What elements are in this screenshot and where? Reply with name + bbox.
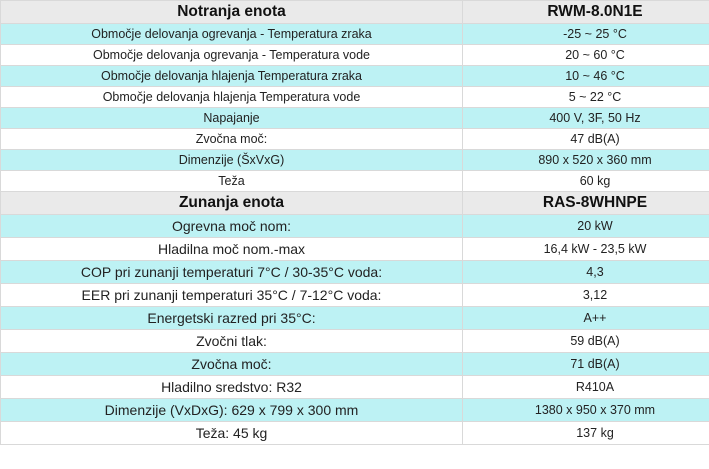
table-row	[1, 261, 709, 284]
row-value: 1380 x 950 x 370 mm	[463, 399, 709, 422]
row-label: Zvočna moč:	[1, 353, 463, 376]
table-row	[1, 422, 709, 445]
row-value: 4,3	[463, 261, 709, 284]
row-value: 47 dB(A)	[463, 129, 709, 150]
row-value: 10 ~ 46 °C	[463, 66, 709, 87]
row-label: Ogrevna moč nom:	[1, 215, 463, 238]
row-label: Dimenzije (ŠxVxG)	[1, 150, 463, 171]
table-row	[1, 150, 709, 171]
row-value: 3,12	[463, 284, 709, 307]
table-row	[1, 307, 709, 330]
row-value: 5 ~ 22 °C	[463, 87, 709, 108]
table-row	[1, 353, 709, 376]
header-value: RWM-8.0N1E	[463, 1, 709, 24]
row-value: 137 kg	[463, 422, 709, 445]
row-label: Hladilno sredstvo: R32	[1, 376, 463, 399]
row-label: COP pri zunanji temperaturi 7°C / 30-35°C voda:	[1, 261, 463, 284]
header-label: Notranja enota	[1, 1, 463, 24]
table-row	[1, 108, 709, 129]
table-row	[1, 376, 709, 399]
table-row	[1, 66, 709, 87]
row-label: Teža: 45 kg	[1, 422, 463, 445]
table-row	[1, 45, 709, 66]
row-label: Območje delovanja ogrevanja - Temperatura vode	[1, 45, 463, 66]
row-value: 60 kg	[463, 171, 709, 192]
row-value: 16,4 kW - 23,5 kW	[463, 238, 709, 261]
section-header-outdoor-unit	[1, 192, 709, 215]
row-value: R410A	[463, 376, 709, 399]
table-row	[1, 129, 709, 150]
row-label: Območje delovanja ogrevanja - Temperatura zraka	[1, 24, 463, 45]
table-row	[1, 284, 709, 307]
header-label: Zunanja enota	[1, 192, 463, 215]
row-label: Energetski razred pri 35°C:	[1, 307, 463, 330]
table-row	[1, 215, 709, 238]
row-label: Dimenzije (VxDxG): 629 x 799 x 300 mm	[1, 399, 463, 422]
table-row	[1, 87, 709, 108]
row-label: Teža	[1, 171, 463, 192]
row-label: Zvočni tlak:	[1, 330, 463, 353]
row-value: 20 ~ 60 °C	[463, 45, 709, 66]
table-row	[1, 399, 709, 422]
row-value: -25 ~ 25 °C	[463, 24, 709, 45]
row-label: EER pri zunanji temperaturi 35°C / 7-12°C voda:	[1, 284, 463, 307]
table-row	[1, 330, 709, 353]
row-value: A++	[463, 307, 709, 330]
row-label: Območje delovanja hlajenja Temperatura zraka	[1, 66, 463, 87]
row-label: Območje delovanja hlajenja Temperatura vode	[1, 87, 463, 108]
row-value: 59 dB(A)	[463, 330, 709, 353]
row-value: 890 x 520 x 360 mm	[463, 150, 709, 171]
table-row	[1, 238, 709, 261]
row-label: Napajanje	[1, 108, 463, 129]
row-value: 71 dB(A)	[463, 353, 709, 376]
row-label: Hladilna moč nom.-max	[1, 238, 463, 261]
row-value: 20 kW	[463, 215, 709, 238]
row-label: Zvočna moč:	[1, 129, 463, 150]
table-row	[1, 24, 709, 45]
table-row	[1, 171, 709, 192]
header-value: RAS-8WHNPE	[463, 192, 709, 215]
section-header-indoor-unit	[1, 1, 709, 24]
row-value: 400 V, 3F, 50 Hz	[463, 108, 709, 129]
